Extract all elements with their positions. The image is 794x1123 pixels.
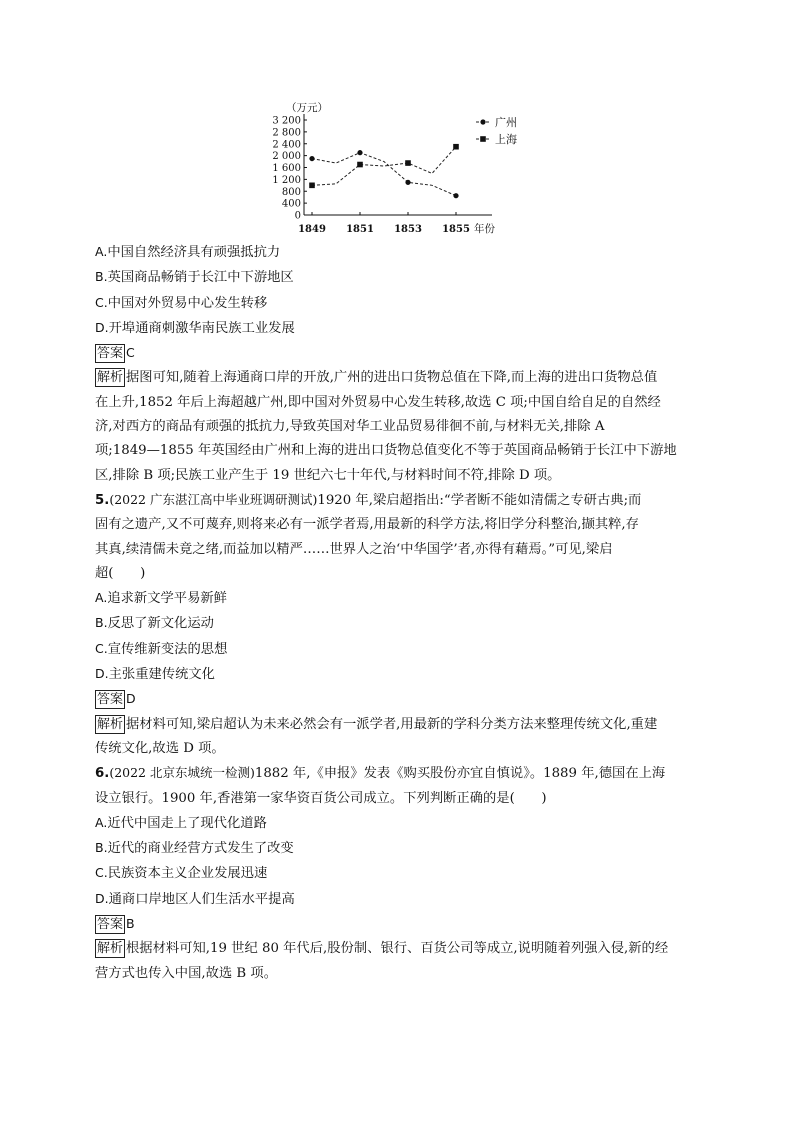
- y-axis-label: （万元）: [286, 102, 328, 114]
- q4-options: [95, 240, 700, 341]
- x-tick-label: 1851: [346, 224, 374, 235]
- legend-marker: [480, 119, 485, 124]
- q6-option-d: D.通商口岸地区人们生活水平提高: [95, 890, 295, 907]
- analysis-line: 营方式也传入中国,故选 B 项。: [95, 965, 278, 981]
- data-point-shanghai: [309, 183, 315, 189]
- x-tick-label: 1849: [298, 224, 326, 235]
- q5-option-d: D.主张重建传统文化: [95, 666, 215, 683]
- stem-line: 固有之遗产,又不可蔑弃,则将来必有一派学者焉,用最新的科学方法,将旧学分科整治,撷其粹,存: [95, 517, 639, 533]
- data-point-guangzhou: [309, 156, 314, 161]
- q4-option-d: D.开埠通商刺激华南民族工业发展: [95, 319, 295, 336]
- trade-value-line-chart: [262, 98, 542, 238]
- analysis-line: 项;1849—1855 年英国经由广州和上海的进出口货物总值变化不等于英国商品畅销于长江中下游地: [95, 443, 677, 459]
- answer-tag: 答案: [97, 346, 124, 362]
- legend-label: 上海: [495, 133, 517, 146]
- analysis-line: 根据材料可知,19 世纪 80 年代后,股份制、银行、百货公司等成立,说明随着列强入侵,新的经: [126, 941, 669, 957]
- q5-option-b: B.反思了新文化运动: [95, 615, 214, 632]
- analysis-line: 据图可知,随着上海通商口岸的开放,广州的进出口货物总值在下降,而上海的进出口货物总值: [126, 370, 658, 386]
- answer-tag: 答案: [97, 692, 124, 708]
- q6-answer: [95, 912, 700, 937]
- q5-answer: [95, 687, 700, 712]
- y-tick-label: 1 200: [272, 174, 301, 186]
- x-axis-label: 年份: [474, 223, 495, 235]
- data-point-guangzhou: [405, 180, 410, 185]
- answer-value: D: [126, 691, 136, 707]
- q4-analysis: [95, 366, 700, 487]
- q6-option-a: A.近代中国走上了现代化道路: [95, 814, 267, 831]
- q6-option-b: B.近代的商业经营方式发生了改变: [95, 840, 294, 857]
- stem-line: 其真,续清儒未竟之绪,而益加以精严……世界人之治‘中华国学’者,亦得有藉焉。”可见,梁启: [95, 541, 613, 557]
- y-tick-label: 400: [281, 198, 301, 210]
- analysis-line: 区,排除 B 项;民族工业产生于 19 世纪六七十年代,与材料时间不符,排除 D 项。: [95, 467, 561, 483]
- data-point-guangzhou: [453, 193, 458, 198]
- y-tick-label: 0: [294, 210, 301, 222]
- question-number: 5.: [95, 492, 110, 508]
- stem-line: 超( ): [95, 565, 146, 581]
- y-tick-label: 2 800: [272, 127, 301, 139]
- answer-value: C: [126, 345, 135, 361]
- x-tick-label: 1855: [442, 224, 470, 235]
- q6-option-c: C.民族资本主义企业发展迅速: [95, 865, 268, 882]
- y-tick-label: 2 400: [272, 139, 301, 151]
- x-tick-label: 1853: [394, 224, 422, 235]
- stem-line: 1882 年,《申报》发表《购买股份亦宜自慎说》。1889 年,德国在上海: [254, 766, 666, 782]
- stem-line: 设立银行。1900 年,香港第一家华资百货公司成立。下列判断正确的是( ): [95, 790, 547, 806]
- data-point-shanghai: [357, 162, 363, 168]
- series-line-shanghai: [312, 147, 456, 186]
- analysis-line: 传统文化,故选 D 项。: [95, 740, 225, 756]
- question-content: [95, 240, 700, 986]
- data-point-shanghai: [453, 144, 459, 150]
- question-5: [95, 488, 700, 761]
- analysis-tag: 解析: [97, 941, 124, 957]
- q5-option-a: A.追求新文学平易新鲜: [95, 590, 227, 607]
- analysis-line: 据材料可知,梁启超认为未来必然会有一派学者,用最新的学科分类方法来整理传统文化,重建: [126, 716, 658, 732]
- analysis-line: 济,对西方的商品有顽强的抵抗力,导致英国对华工业品贸易徘徊不前,与材料无关,排除 A: [95, 419, 605, 435]
- legend-marker: [480, 136, 486, 142]
- question-number: 6.: [95, 766, 110, 782]
- q4-option-c: C.中国对外贸易中心发生转移: [95, 294, 268, 311]
- legend-label: 广州: [495, 116, 517, 129]
- question-source: (2022 广东湛江高中毕业班调研测试): [109, 491, 318, 507]
- stem-line: 1920 年,梁启超指出:“学者断不能如清儒之专研古典;而: [317, 492, 642, 508]
- analysis-tag: 解析: [97, 716, 124, 732]
- y-tick-label: 800: [281, 186, 301, 198]
- question-source: (2022 北京东城统一检测): [109, 765, 255, 781]
- q4-answer: [95, 341, 700, 366]
- analysis-tag: 解析: [97, 370, 124, 386]
- data-point-shanghai: [405, 160, 411, 166]
- question-6: [95, 761, 700, 986]
- y-tick-label: 3 200: [272, 115, 301, 127]
- analysis-line: 在上升,1852 年后上海超越广州,即中国对外贸易中心发生转移,故选 C 项;中国自给自足的自然经: [95, 394, 661, 410]
- y-tick-label: 1 600: [272, 163, 301, 174]
- answer-tag: 答案: [97, 917, 124, 933]
- q4-option-a: A.中国自然经济具有顽强抵抗力: [95, 244, 281, 260]
- data-point-guangzhou: [357, 150, 362, 155]
- answer-value: B: [126, 916, 135, 932]
- series-line-guangzhou: [312, 153, 456, 196]
- q5-option-c: C.宣传维新变法的思想: [95, 640, 228, 657]
- q4-option-b: B.英国商品畅销于长江中下游地区: [95, 269, 294, 286]
- y-tick-label: 2 000: [272, 151, 301, 163]
